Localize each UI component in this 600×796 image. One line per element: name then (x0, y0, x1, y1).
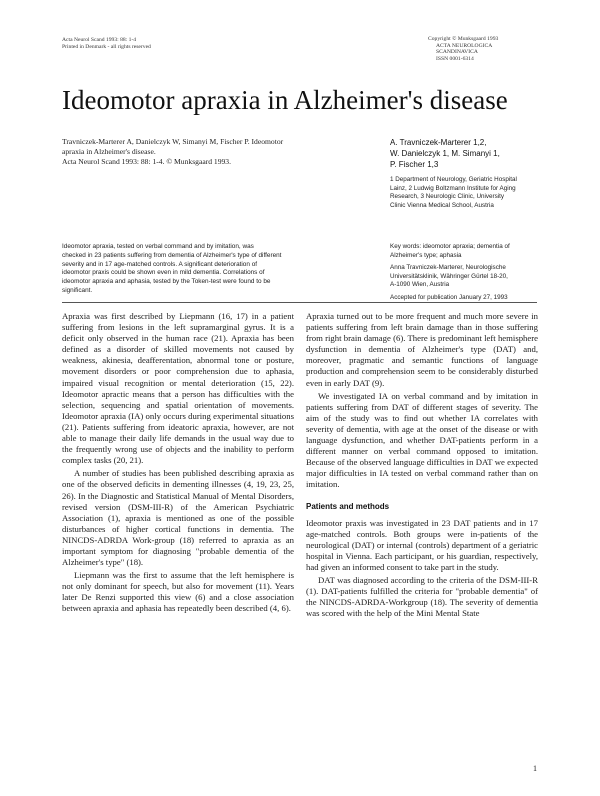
body-paragraph: DAT was diagnosed according to the criteria of the DSM-III-R (1). DAT-patients fulfilled the criteria for "probable dementia" of the NINCDS-ADRDA-Workgroup (18). The severity of dementia was scored with the help of the Mini Mental State (306, 574, 538, 619)
citation-line: Acta Neurol Scand 1993: 88: 1-4. © Munksgaard 1993. (62, 157, 232, 166)
author-line: A. Travniczek-Marterer 1,2, (390, 138, 487, 147)
author-line: W. Danielczyk 1, M. Simanyi 1, (390, 149, 500, 158)
article-info (390, 243, 540, 307)
citation-block (62, 137, 362, 167)
body-paragraph: Ideomotor praxis was investigated in 23 DAT patients and in 17 age-matched controls. Both groups were in-patients of the neurological (DAT) or internal (controls) department of a geriatric hospital in Vienna. Each participant, or his guardian, respectively, had given an informed consent to take part in the study. (306, 517, 538, 572)
issn-line: ISSN 0001-6314 (436, 55, 474, 62)
author-line: P. Fischer 1,3 (390, 160, 439, 169)
affiliation-line: 1 Department of Neurology, Geriatric Hospital (390, 176, 517, 183)
journal-header-left (62, 37, 151, 50)
affiliation-line: Lainz, 2 Ludwig Boltzmann Institute for Aging (390, 184, 516, 192)
keywords (390, 243, 540, 260)
abstract-line: checked in 23 patients suffering from dementia of Alzheimer's type of different (62, 251, 282, 259)
keywords-line: Key words: ideomotor apraxia; dementia of (390, 243, 510, 250)
journal-header-right (428, 36, 498, 62)
body-paragraph: A number of studies has been published describing apraxia as one of the observed deficits in dementing illnesses (4, 19, 23, 25, 26). In the Diagnostic and Statistical Manual of Mental Disorders, revised version (DSM-III-R) of the American Psychiatric Association (1), apraxia is mentioned as one of the possible disturbances of higher cortical functions in dementia. The NINCDS-ADRDA Work-group (18) referred to apraxia as an important symptom for diagnosing "probable dementia of the Alzheimer's type" (18). (62, 468, 294, 568)
author-list (390, 137, 500, 170)
correspondence-line: A-1090 Wien, Austria (390, 281, 450, 289)
correspondence-address (390, 264, 540, 290)
accepted-date: Accepted for publication January 27, 1993 (390, 293, 508, 301)
section-heading: Patients and methods (306, 501, 390, 511)
abstract-line: ideomotor praxis could be shown even in mild dementia. Correlations of (62, 269, 265, 277)
affiliation (390, 176, 517, 210)
correspondence-line: Universitätsklinik, Währinger Gürtel 18-20, (390, 272, 508, 280)
affiliation-line: Research, 3 Neurologic Clinic, University (390, 193, 505, 201)
page-number: 1 (533, 764, 537, 773)
body-paragraph: Apraxia turned out to be more frequent and much more severe in patients suffering from left brain damage than in those suffering from right brain damage (6). There is predominant left hemisphere dysfunction in dementia of Alzheimer's type (DAT) and, moreover, pragmatic and semantic functions of language production and comprehension seem to be considerably disturbed even in early DAT (9). (306, 311, 538, 388)
abstract-line: Ideomotor apraxia, tested on verbal command and by imitation, was (62, 243, 254, 250)
journal-name-line2: SCANDINAVICA (436, 49, 478, 56)
body-paragraph: Liepmann was the first to assume that the left hemisphere is not only dominant for speech, but also for movement (11). Years later De Renzi supported this view (6) and a close association between apraxia and aphasia has repeatedly been described (4, 6). (62, 570, 294, 614)
abstract-line: significant. (62, 286, 93, 294)
body-column-right (306, 311, 538, 619)
body-paragraph: We investigated IA on verbal command and by imitation in patients suffering from DAT of different stages of severity. The aim of the study was to find out whether IA correlates with severity of dementia, with age at the onset of the disease or with language dysfunction, and whether DAT-patients perform in a different manner on verbal command opposed to imitation. Because of the observed language difficulties in DAT we expected major difficulties in IA tested on verbal command rather than on imitation. (306, 390, 538, 490)
journal-citation-line: Acta Neurol Scand 1993: 88: 1-4 (62, 37, 137, 43)
abstract-line: severity and in 17 age-matched controls. A significant deterioration of (62, 260, 258, 268)
rights-line: Printed in Denmark - all rights reserved (62, 43, 151, 50)
citation-line: Travniczek-Marterer A, Danielczyk W, Simanyi M, Fischer P. Ideomotor (62, 137, 284, 146)
citation-line: apraxia in Alzheimer's disease. (62, 147, 156, 156)
abstract-line: ideomotor apraxia and aphasia, tested by the Token-test were found to be (62, 278, 271, 286)
body-paragraph: Apraxia was first described by Liepmann (16, 17) in a patient suffering from lesions in the left supramarginal gyrus. It is a deficit only observed in the human race (21). Apraxia has been defined as a disorder of skilled movements not caused by weakness, akinesia, deafferentation, abnormal tone or posture, movement disorders or poor comprehension due to aphasia, impaired visual recognition or mental deterioration (15, 22). Ideomotor apractic means that a person has difficulties with the selection, sequencing and spatial orientation of movements. Ideomotor apraxia (IA) only occurs during experimental situations (21). Patients suffering from ideatoric apraxia, however, are not able to manage their daily life demands in the usual way due to the frequently wrong use of objects and the inability to perform complex tasks (20, 21). (62, 311, 294, 466)
article-title: Ideomotor apraxia in Alzheimer's disease (62, 85, 508, 115)
copyright-line: Copyright © Munksgaard 1993 (428, 36, 499, 42)
affiliation-line: Clinic Vienna Medical School, Austria (390, 201, 494, 209)
correspondence-line: Anna Travniczek-Marterer, Neurologische (390, 264, 506, 272)
body-column-left (62, 311, 294, 615)
section-divider (62, 302, 537, 303)
journal-name-line1: ACTA NEUROLOGICA (436, 42, 493, 49)
keywords-line: Alzheimer's type; aphasia (390, 251, 462, 259)
abstract (62, 243, 362, 296)
